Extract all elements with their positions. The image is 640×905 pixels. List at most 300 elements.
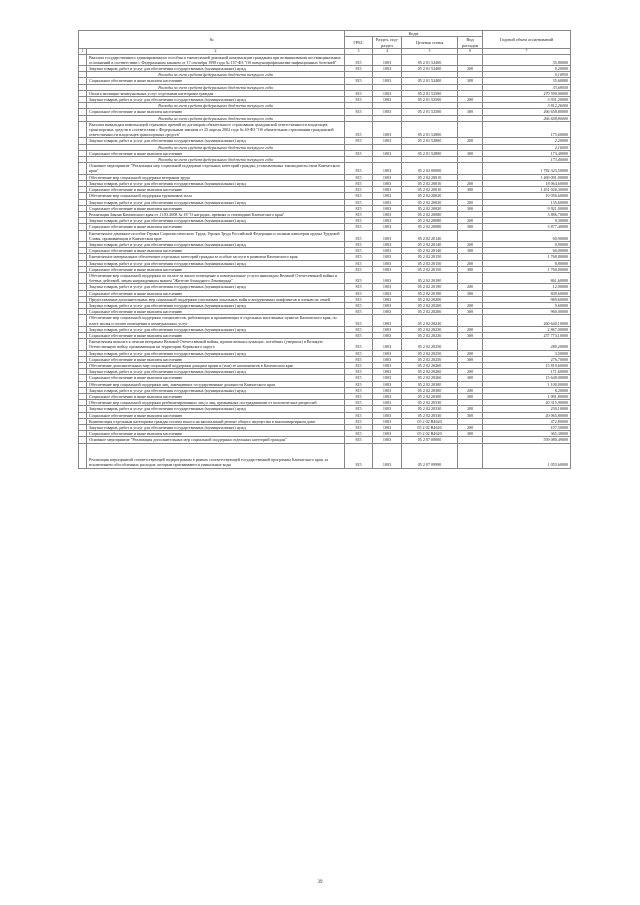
- amount-cell: 849,60000: [483, 290, 571, 296]
- name-cell: Расходы за счет средств федерального бюджета текущего года: [87, 103, 345, 109]
- name-cell: Социальное обеспечение и иные выплаты населению: [87, 78, 345, 84]
- grbs-cell: 815: [345, 290, 373, 296]
- target-article-cell: 05 2 01 52800: [402, 138, 458, 144]
- amount-cell: 15 819,60000: [483, 362, 571, 368]
- target-article-cell: 05 2 02 20010: [402, 180, 458, 186]
- amount-cell: 266 658,80000: [483, 115, 571, 121]
- razdel-cell: 1003: [373, 54, 402, 65]
- name-cell: Закупка товаров, работ и услуг для обеспечения государственных (муниципальных) нужд: [87, 387, 345, 393]
- razdel-cell: 1003: [373, 97, 402, 103]
- expense-type-cell: 300: [458, 205, 483, 211]
- target-article-cell: 05 2 02 20200: [402, 309, 458, 315]
- grbs-cell: 815: [345, 230, 373, 241]
- target-article-cell: 05 2 02 20020: [402, 193, 458, 199]
- grbs-cell: 815: [345, 350, 373, 356]
- name-cell: Расходы за счет средств федерального бюджета текущего года: [87, 84, 345, 90]
- expense-type-cell: 200: [458, 425, 483, 431]
- target-article-cell: 05 2 02 20300: [402, 387, 458, 393]
- name-cell: Закупка товаров, работ и услуг для обеспечения государственных (муниципальных) нужд: [87, 425, 345, 431]
- page-number: 39: [317, 880, 323, 885]
- name-cell: Оплата жилищно-коммунальных услуг отдельным категориям граждан: [87, 90, 345, 96]
- amount-cell: 270 590,00000: [483, 90, 571, 96]
- amount-cell: 472,80000: [483, 418, 571, 424]
- amount-cell: 173,40000: [483, 150, 571, 156]
- grbs-cell: 815: [345, 241, 373, 247]
- header-razdel: Раздел, под-раздел: [373, 37, 402, 49]
- expense-type-cell: [458, 339, 483, 350]
- num-cell: [79, 339, 87, 350]
- amount-cell: 365,30000: [483, 431, 571, 437]
- target-article-cell: 05 2 02 20250: [402, 350, 458, 356]
- colnum: 4: [373, 49, 402, 54]
- amount-cell: 3 886,70000: [483, 211, 571, 217]
- name-cell: Основное мероприятие "Реализация дополнительных мер социальной поддержки отдельных категорий граждан": [87, 437, 345, 443]
- expense-type-cell: [458, 443, 483, 468]
- razdel-cell: 1003: [373, 230, 402, 241]
- grbs-cell: 815: [345, 266, 373, 272]
- name-cell: Закупка товаров, работ и услуг для обеспечения государственных (муниципальных) нужд: [87, 326, 345, 332]
- amount-cell: 257 773,10000: [483, 332, 571, 338]
- amount-cell: 260 640,10000: [483, 315, 571, 326]
- name-cell: Ежемесячная выплата к пенсии ветеранам Великой Отечественной войны, вдовам военнослужащих, погибших (умерших) в Великую Отечественную войну, проживающим на территории Корякского округа: [87, 339, 345, 350]
- expense-type-cell: 300: [458, 248, 483, 254]
- amount-cell: 0,90000: [483, 241, 571, 247]
- razdel-cell: 1003: [373, 121, 402, 138]
- expense-type-cell: [458, 272, 483, 283]
- num-cell: [79, 121, 87, 138]
- expense-type-cell: 300: [458, 266, 483, 272]
- amount-cell: 1 055,60000: [483, 443, 571, 468]
- name-cell: Социальное обеспечение и иные выплаты населению: [87, 266, 345, 272]
- table-row: [79, 163, 571, 174]
- amount-cell: 3 812,26000: [483, 103, 571, 109]
- expense-type-cell: 200: [458, 350, 483, 356]
- razdel-cell: 1003: [373, 418, 402, 424]
- target-article-cell: 05 2 02 20020: [402, 205, 458, 211]
- target-article-cell: 05 2 01 52400: [402, 78, 458, 84]
- razdel-cell: 1003: [373, 394, 402, 400]
- razdel-cell: 1003: [373, 241, 402, 247]
- target-article-cell: 05 2 02 20150: [402, 254, 458, 260]
- razdel-cell: 1003: [373, 381, 402, 387]
- name-cell: Выплата государственного единовременного пособия и ежемесячной денежной компенсации гражданам при возникновении поствакцинальных осложнений в соответствии с Федеральным законом от 17 сентября 1998 года № 157-ФЗ "Об иммунопрофилактике инфекционных болезней": [87, 54, 345, 65]
- grbs-cell: 815: [345, 369, 373, 375]
- name-cell: Обеспечение дополнительных мер социальной поддержки донорам крови и (или) ее компонентов в Камчатском крае: [87, 362, 345, 368]
- name-cell: Обеспечение мер социальной поддержки ветеранов труда: [87, 174, 345, 180]
- grbs-cell: 815: [345, 272, 373, 283]
- expense-type-cell: 300: [458, 78, 483, 84]
- grbs-cell: 815: [345, 90, 373, 96]
- grbs-cell: 815: [345, 332, 373, 338]
- colnum: 7: [483, 49, 571, 54]
- razdel-cell: 1003: [373, 180, 402, 186]
- expense-type-cell: [458, 230, 483, 241]
- header-num: №: [79, 31, 345, 49]
- target-article-cell: 05 2 02 20300: [402, 394, 458, 400]
- razdel-cell: 1003: [373, 272, 402, 283]
- razdel-cell: 1003: [373, 138, 402, 144]
- target-article-cell: 05 2 02 20260: [402, 362, 458, 368]
- amount-cell: 559 080,49000: [483, 437, 571, 443]
- grbs-cell: 815: [345, 425, 373, 431]
- amount-cell: 1 782 323,50000: [483, 163, 571, 174]
- name-cell: Закупка товаров, работ и услуг для обеспечения государственных (муниципальных) нужд: [87, 199, 345, 205]
- header-grbs: ГРБС: [345, 37, 373, 49]
- grbs-cell: 815: [345, 406, 373, 412]
- name-cell: Закупка товаров, работ и услуг для обеспечения государственных (муниципальных) нужд: [87, 369, 345, 375]
- name-cell: Компенсация отдельным категориям граждан оплаты взноса на капитальный ремонт общего имущества в многоквартирном доме: [87, 418, 345, 424]
- grbs-cell: 815: [345, 211, 373, 217]
- target-article-cell: 05 2 02 20250: [402, 339, 458, 350]
- target-article-cell: 05 2 02 20200: [402, 302, 458, 308]
- name-cell: Закупка товаров, работ и услуг для обеспечения государственных (муниципальных) нужд: [87, 97, 345, 103]
- expense-type-cell: 200: [458, 260, 483, 266]
- expense-type-cell: 300: [458, 431, 483, 437]
- razdel-cell: 1003: [373, 326, 402, 332]
- amount-cell: 1 768,80000: [483, 254, 571, 260]
- name-cell: Ежемесячное денежное пособие Героям Социалистического Труда, Героям Труда Российской Федерации и полным кавалерам ордена Трудовой Славы, проживающим в Камчатском крае: [87, 230, 345, 241]
- target-article-cell: 05 2 02 20330: [402, 406, 458, 412]
- name-cell: Реализация Закона Камчатского края от 11.03.2008 № 18 "О наградах, премиях и стипендиях Камчатского края": [87, 211, 345, 217]
- name-cell: Закупка товаров, работ и услуг для обеспечения государственных (муниципальных) нужд: [87, 180, 345, 186]
- colnum: 2: [87, 49, 345, 54]
- razdel-cell: 1003: [373, 400, 402, 406]
- expense-type-cell: [458, 121, 483, 138]
- num-cell: [79, 272, 87, 283]
- razdel-cell: 1003: [373, 296, 402, 302]
- amount-cell: 3,50000: [483, 350, 571, 356]
- target-article-cell: 05 2 02 20080: [402, 211, 458, 217]
- amount-cell: 8,20000: [483, 387, 571, 393]
- name-cell: Расходы за счет средств федерального бюджета текущего года: [87, 157, 345, 163]
- target-article-cell: 05 2 02 20150: [402, 260, 458, 266]
- target-article-cell: 05 2 07 09990: [402, 443, 458, 468]
- target-article-cell: 05 2 02 20140: [402, 241, 458, 247]
- target-article-cell: 05 2 01 52400: [402, 66, 458, 72]
- expense-type-cell: 200: [458, 387, 483, 393]
- expense-type-cell: 200: [458, 138, 483, 144]
- expense-type-cell: 200: [458, 369, 483, 375]
- amount-cell: 9,30000: [483, 218, 571, 224]
- grbs-cell: 815: [345, 296, 373, 302]
- target-article-cell: 05 2 02 R4620: [402, 425, 458, 431]
- name-cell: Социальное обеспечение и иные выплаты населению: [87, 109, 345, 115]
- expense-type-cell: 300: [458, 224, 483, 230]
- expense-type-cell: 300: [458, 290, 483, 296]
- colnum: 6: [458, 49, 483, 54]
- amount-cell: 1 469 091,00000: [483, 174, 571, 180]
- razdel-cell: 1003: [373, 78, 402, 84]
- grbs-cell: 815: [345, 150, 373, 156]
- razdel-cell: 1003: [373, 387, 402, 393]
- grbs-cell: 815: [345, 193, 373, 199]
- amount-cell: 33,69050: [483, 84, 571, 90]
- amount-cell: 107,50000: [483, 425, 571, 431]
- amount-cell: 280,20000: [483, 339, 571, 350]
- grbs-cell: 815: [345, 326, 373, 332]
- amount-cell: 8,80000: [483, 260, 571, 266]
- grbs-cell: 815: [345, 199, 373, 205]
- grbs-cell: 815: [345, 400, 373, 406]
- razdel-cell: 1003: [373, 205, 402, 211]
- grbs-cell: 815: [345, 205, 373, 211]
- target-article-cell: 05 2 02 R4620: [402, 418, 458, 424]
- razdel-cell: 1003: [373, 356, 402, 362]
- grbs-cell: 815: [345, 187, 373, 193]
- grbs-cell: 815: [345, 224, 373, 230]
- amount-cell: 861,60000: [483, 272, 571, 283]
- razdel-cell: 1003: [373, 284, 402, 290]
- grbs-cell: 815: [345, 180, 373, 186]
- grbs-cell: 815: [345, 302, 373, 308]
- header-vr: Вид расходов: [458, 37, 483, 49]
- razdel-cell: 1003: [373, 290, 402, 296]
- grbs-cell: 815: [345, 97, 373, 103]
- name-cell: Предоставление дополнительных мер социальной поддержки участникам локальных войн и вооруженных конфликтов и членам их семей: [87, 296, 345, 302]
- expense-type-cell: 200: [458, 284, 483, 290]
- target-article-cell: 05 2 01 52800: [402, 121, 458, 138]
- razdel-cell: 1003: [373, 431, 402, 437]
- expense-type-cell: 200: [458, 97, 483, 103]
- razdel-cell: 1003: [373, 199, 402, 205]
- expense-type-cell: [458, 54, 483, 65]
- razdel-cell: 1003: [373, 66, 402, 72]
- expense-type-cell: 300: [458, 187, 483, 193]
- grbs-cell: 815: [345, 309, 373, 315]
- razdel-cell: 1003: [373, 254, 402, 260]
- target-article-cell: 05 2 01 52800: [402, 150, 458, 156]
- grbs-cell: 815: [345, 339, 373, 350]
- target-article-cell: 05 2 02 20230: [402, 326, 458, 332]
- razdel-cell: 1003: [373, 315, 402, 326]
- target-article-cell: 05 2 01 52500: [402, 90, 458, 96]
- amount-cell: 171,60000: [483, 369, 571, 375]
- target-article-cell: 05 2 02 20190: [402, 290, 458, 296]
- amount-cell: 1 760,00000: [483, 266, 571, 272]
- name-cell: Социальное обеспечение и иные выплаты населению: [87, 150, 345, 156]
- name-cell: Социальное обеспечение и иные выплаты населению: [87, 187, 345, 193]
- grbs-cell: 815: [345, 387, 373, 393]
- amount-cell: 9 921,00000: [483, 205, 571, 211]
- expense-type-cell: 300: [458, 375, 483, 381]
- amount-cell: 3 877,40000: [483, 224, 571, 230]
- target-article-cell: 05 2 02 20010: [402, 174, 458, 180]
- razdel-cell: 1003: [373, 425, 402, 431]
- name-cell: Социальное обеспечение и иные выплаты населению: [87, 375, 345, 381]
- amount-cell: 175,60000: [483, 121, 571, 138]
- razdel-cell: 1003: [373, 248, 402, 254]
- razdel-cell: 1003: [373, 443, 402, 468]
- razdel-cell: 1003: [373, 302, 402, 308]
- name-cell: Социальное обеспечение и иные выплаты населению: [87, 394, 345, 400]
- expense-type-cell: 200: [458, 218, 483, 224]
- table-row: [79, 339, 571, 350]
- expense-type-cell: 200: [458, 180, 483, 186]
- name-cell: Социальное обеспечение и иные выплаты населению: [87, 412, 345, 418]
- grbs-cell: 815: [345, 284, 373, 290]
- amount-cell: 60,00000: [483, 248, 571, 254]
- grbs-cell: 815: [345, 260, 373, 266]
- budget-page: [78, 30, 570, 469]
- expense-type-cell: 200: [458, 241, 483, 247]
- name-cell: Закупка товаров, работ и услуг для обеспечения государственных (муниципальных) нужд: [87, 66, 345, 72]
- target-article-cell: 05 2 02 20230: [402, 315, 458, 326]
- name-cell: Закупка товаров, работ и услуг для обеспечения государственных (муниципальных) нужд: [87, 138, 345, 144]
- amount-cell: 969,60000: [483, 296, 571, 302]
- target-article-cell: 05 2 01 52500: [402, 97, 458, 103]
- amount-cell: 1 451 026,30000: [483, 187, 571, 193]
- expense-type-cell: 200: [458, 326, 483, 332]
- amount-cell: 3 931,20000: [483, 97, 571, 103]
- name-cell: Социальное обеспечение и иные выплаты населению: [87, 356, 345, 362]
- amount-cell: 960,00000: [483, 309, 571, 315]
- expense-type-cell: 300: [458, 412, 483, 418]
- amount-cell: 18 064,60000: [483, 180, 571, 186]
- razdel-cell: 1003: [373, 163, 402, 174]
- name-cell: Расходы за счет средств федерального бюджета текущего года: [87, 72, 345, 78]
- header-annual: Годовой объем ассигнований: [483, 31, 571, 49]
- grbs-cell: 815: [345, 362, 373, 368]
- table-row: [79, 315, 571, 326]
- amount-cell: 2,20000: [483, 138, 571, 144]
- razdel-cell: 1003: [373, 350, 402, 356]
- grbs-cell: 815: [345, 254, 373, 260]
- expense-type-cell: [458, 163, 483, 174]
- amount-cell: 276,70000: [483, 356, 571, 362]
- razdel-cell: 1003: [373, 193, 402, 199]
- target-article-cell: 05 2 02 20140: [402, 230, 458, 241]
- target-article-cell: 05 2 02 20010: [402, 187, 458, 193]
- target-article-cell: 05 2 02 20330: [402, 412, 458, 418]
- grbs-cell: 815: [345, 431, 373, 437]
- name-cell: Расходы за счет средств федерального бюджета текущего года: [87, 144, 345, 150]
- target-article-cell: 05 2 02 20080: [402, 218, 458, 224]
- colnum: 5: [402, 49, 458, 54]
- target-article-cell: 05 2 02 20260: [402, 369, 458, 375]
- razdel-cell: 1003: [373, 224, 402, 230]
- target-article-cell: 05 2 02 20230: [402, 332, 458, 338]
- name-cell: Основное мероприятие "Реализация мер социальной поддержки отдельных категорий граждан, установленных законодательством Камчатского края": [87, 163, 345, 174]
- table-row: [79, 272, 571, 283]
- grbs-cell: 815: [345, 418, 373, 424]
- razdel-cell: 1003: [373, 260, 402, 266]
- num-cell: [79, 163, 87, 174]
- grbs-cell: 815: [345, 394, 373, 400]
- name-cell: Закупка товаров, работ и услуг для обеспечения государственных (муниципальных) нужд: [87, 260, 345, 266]
- grbs-cell: 815: [345, 66, 373, 72]
- target-article-cell: 05 2 02 20190: [402, 284, 458, 290]
- header-codes: Коды: [345, 31, 483, 37]
- target-article-cell: 05 2 02 20300: [402, 381, 458, 387]
- expense-type-cell: 200: [458, 66, 483, 72]
- name-cell: Выплата инвалидам компенсаций страховых премий по договорам обязательного страхования гражданской ответственности владельцев транспортных средств в соответствии с Федеральным законом от 25 апреля 2002 года № 40-ФЗ "Об обязательном страховании гражданской ответственности владельцев транспортных средств": [87, 121, 345, 138]
- razdel-cell: 1003: [373, 211, 402, 217]
- grbs-cell: 815: [345, 356, 373, 362]
- razdel-cell: 1003: [373, 187, 402, 193]
- amount-cell: 250,10000: [483, 406, 571, 412]
- name-cell: Обеспечение мер социальной поддержки лиц, замещавших государственные должности Камчатского края: [87, 381, 345, 387]
- target-article-cell: 05 2 02 20200: [402, 296, 458, 302]
- table-row: [79, 230, 571, 241]
- grbs-cell: 815: [345, 78, 373, 84]
- target-article-cell: 05 2 07 00000: [402, 437, 458, 443]
- table-row: [79, 121, 571, 138]
- name-cell: Социальное обеспечение и иные выплаты населению: [87, 290, 345, 296]
- grbs-cell: 815: [345, 437, 373, 443]
- razdel-cell: 1003: [373, 309, 402, 315]
- table-body: [79, 54, 571, 468]
- razdel-cell: 1003: [373, 90, 402, 96]
- colnum: 1: [79, 49, 87, 54]
- amount-cell: 1 100,00000: [483, 381, 571, 387]
- razdel-cell: 1003: [373, 332, 402, 338]
- grbs-cell: 815: [345, 381, 373, 387]
- expense-type-cell: [458, 315, 483, 326]
- name-cell: Социальное обеспечение и иные выплаты населению: [87, 332, 345, 338]
- expense-type-cell: 200: [458, 199, 483, 205]
- grbs-cell: 815: [345, 443, 373, 468]
- expense-type-cell: 300: [458, 332, 483, 338]
- target-article-cell: 05 2 02 R4620: [402, 431, 458, 437]
- target-article-cell: 05 2 02 20260: [402, 375, 458, 381]
- name-cell: Обеспечение мер социальной поддержки специалистов, работающих и проживающих в отдельных населенных пунктах Камчатского края, по плате жилья и оплате помещения и коммунальных услуг: [87, 315, 345, 326]
- target-article-cell: 05 2 02 20140: [402, 248, 458, 254]
- name-cell: Социальное обеспечение и иные выплаты населению: [87, 431, 345, 437]
- razdel-cell: 1003: [373, 437, 402, 443]
- table-header: [79, 31, 571, 55]
- razdel-cell: 1003: [373, 174, 402, 180]
- amount-cell: 15 648,00000: [483, 375, 571, 381]
- name-cell: Реализация мероприятий соответствующей подпрограммы в рамках соответствующей государственной программы Камчатского края, за исключением обособленных расходов, которым присваиваются уникальные коды: [87, 443, 345, 468]
- num-cell: [79, 443, 87, 468]
- razdel-cell: 1003: [373, 218, 402, 224]
- target-article-cell: 05 2 02 20190: [402, 272, 458, 283]
- expense-type-cell: 300: [458, 356, 483, 362]
- num-cell: [79, 230, 87, 241]
- expense-type-cell: 200: [458, 302, 483, 308]
- budget-table: [78, 30, 571, 469]
- grbs-cell: 815: [345, 174, 373, 180]
- expense-type-cell: 300: [458, 150, 483, 156]
- grbs-cell: 815: [345, 375, 373, 381]
- amount-cell: 266 658,80000: [483, 109, 571, 115]
- expense-type-cell: 300: [458, 394, 483, 400]
- razdel-cell: 1003: [373, 375, 402, 381]
- name-cell: Закупка товаров, работ и услуг для обеспечения государственных (муниципальных) нужд: [87, 302, 345, 308]
- expense-type-cell: 300: [458, 109, 483, 115]
- name-cell: Ежемесячное материальное обеспечение отдельных категорий граждан за особые заслуги в развитии Камчатского края: [87, 254, 345, 260]
- amount-cell: 60,90000: [483, 230, 571, 241]
- amount-cell: 1 091,80000: [483, 394, 571, 400]
- razdel-cell: 1003: [373, 266, 402, 272]
- amount-cell: 2,16000: [483, 144, 571, 150]
- expense-type-cell: 300: [458, 309, 483, 315]
- amount-cell: 0,20000: [483, 66, 571, 72]
- grbs-cell: 815: [345, 163, 373, 174]
- amount-cell: 12,00000: [483, 284, 571, 290]
- name-cell: Расходы за счет средств федерального бюджета текущего года: [87, 115, 345, 121]
- target-article-cell: 05 2 02 20330: [402, 400, 458, 406]
- amount-cell: 9,60000: [483, 302, 571, 308]
- amount-cell: 10 056,60000: [483, 193, 571, 199]
- name-cell: Закупка товаров, работ и услуг для обеспечения государственных (муниципальных) нужд: [87, 218, 345, 224]
- num-cell: [79, 54, 87, 65]
- name-cell: Закупка товаров, работ и услуг для обеспечения государственных (муниципальных) нужд: [87, 284, 345, 290]
- amount-cell: 20 065,80000: [483, 412, 571, 418]
- grbs-cell: 815: [345, 109, 373, 115]
- name-cell: Обеспечение мер социальной поддержки по оплате за жилое помещение и коммунальные услуги инвалидам Великой Отечественной войны и боевых действий, лицам награжденным знаком "Жителю блокадного Ленинграда": [87, 272, 345, 283]
- target-article-cell: 05 2 01 52400: [402, 54, 458, 65]
